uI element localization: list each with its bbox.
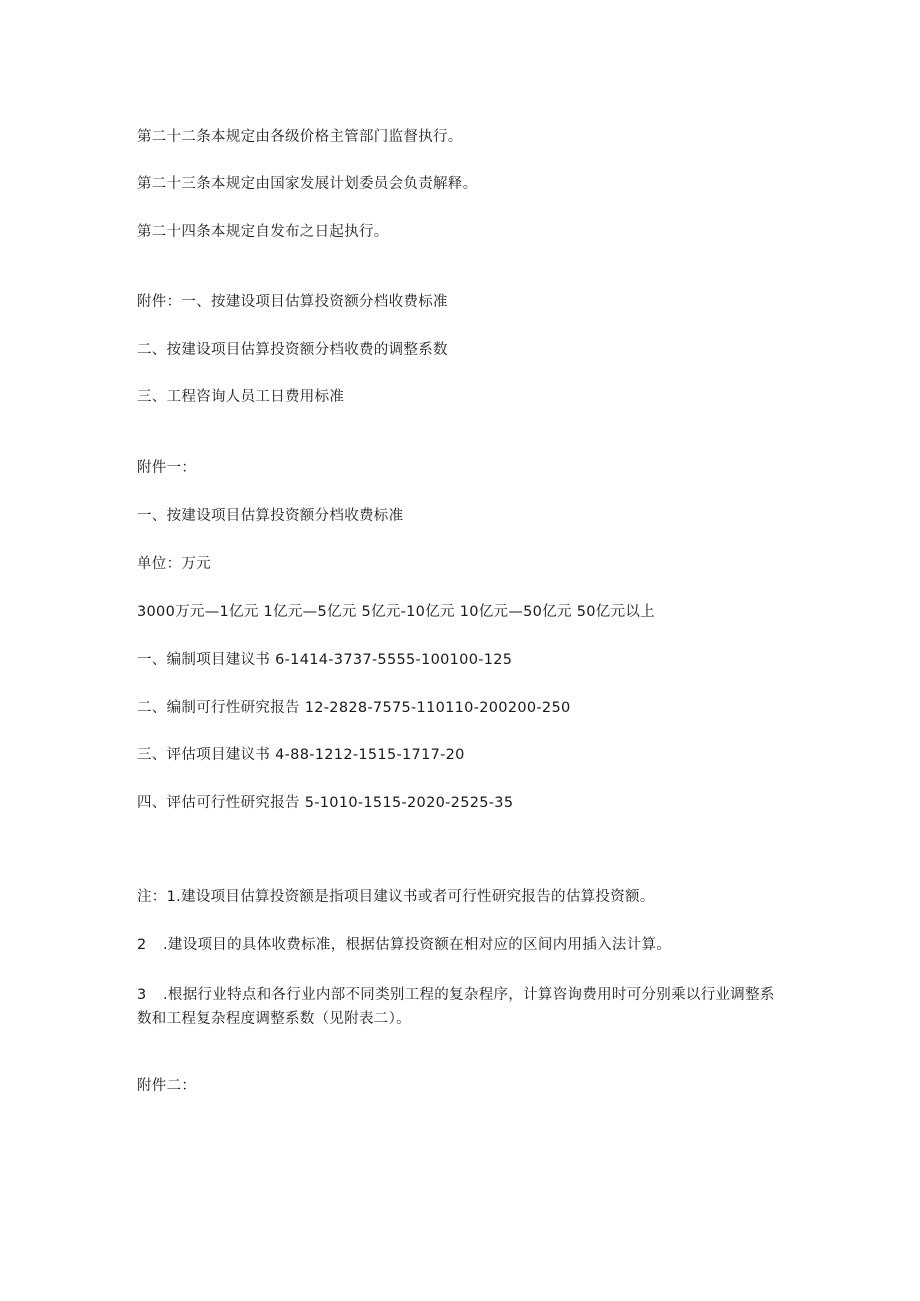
attachments-list-item-1: 附件：一、按建设项目估算投资额分档收费标准 xyxy=(137,294,448,310)
note-2 xyxy=(137,934,797,956)
note-2-number: 2 xyxy=(137,937,147,953)
attachment-one-title: 一、按建设项目估算投资额分档收费标准 xyxy=(137,508,404,524)
note-3 xyxy=(137,983,777,1031)
attachment-one-heading: 附件一： xyxy=(137,460,197,476)
attachments-list-item-2: 二、按建设项目估算投资额分档收费的调整系数 xyxy=(137,342,448,358)
note-3-number: 3 xyxy=(137,987,147,1003)
note-1: 注：1.建设项目估算投资额是指项目建议书或者可行性研究报告的估算投资额。 xyxy=(137,889,655,905)
fee-row: 一、编制项目建议书 6-1414-3737-5555-100100-125 xyxy=(137,652,513,668)
article-22: 第二十二条本规定由各级价格主管部门监督执行。 xyxy=(137,129,463,145)
fee-row: 四、评估可行性研究报告 5-1010-1515-2020-2525-35 xyxy=(137,795,514,811)
fee-row: 二、编制可行性研究报告 12-2828-7575-110110-200200-250 xyxy=(137,700,571,716)
article-23: 第二十三条本规定由国家发展计划委员会负责解释。 xyxy=(137,176,478,192)
attachment-two-heading: 附件二： xyxy=(137,1078,197,1094)
attachments-list-item-3: 三、工程咨询人员工日费用标准 xyxy=(137,389,345,405)
unit-label: 单位：万元 xyxy=(137,556,211,572)
note-3-text: .根据行业特点和各行业内部不同类别工程的复杂程序，计算咨询费用时可分别乘以行业调整系数和工程复杂程度调整系数（见附表二）。 xyxy=(137,987,775,1027)
note-2-text: .建设项目的具体收费标准，根据估算投资额在相对应的区间内用插入法计算。 xyxy=(163,937,672,953)
investment-ranges-header: 3000万元—1亿元 1亿元—5亿元 5亿元-10亿元 10亿元—50亿元 50亿元以上 xyxy=(137,604,655,620)
article-24: 第二十四条本规定自发布之日起执行。 xyxy=(137,224,389,240)
fee-row: 三、评估项目建议书 4-88-1212-1515-1717-20 xyxy=(137,747,465,763)
